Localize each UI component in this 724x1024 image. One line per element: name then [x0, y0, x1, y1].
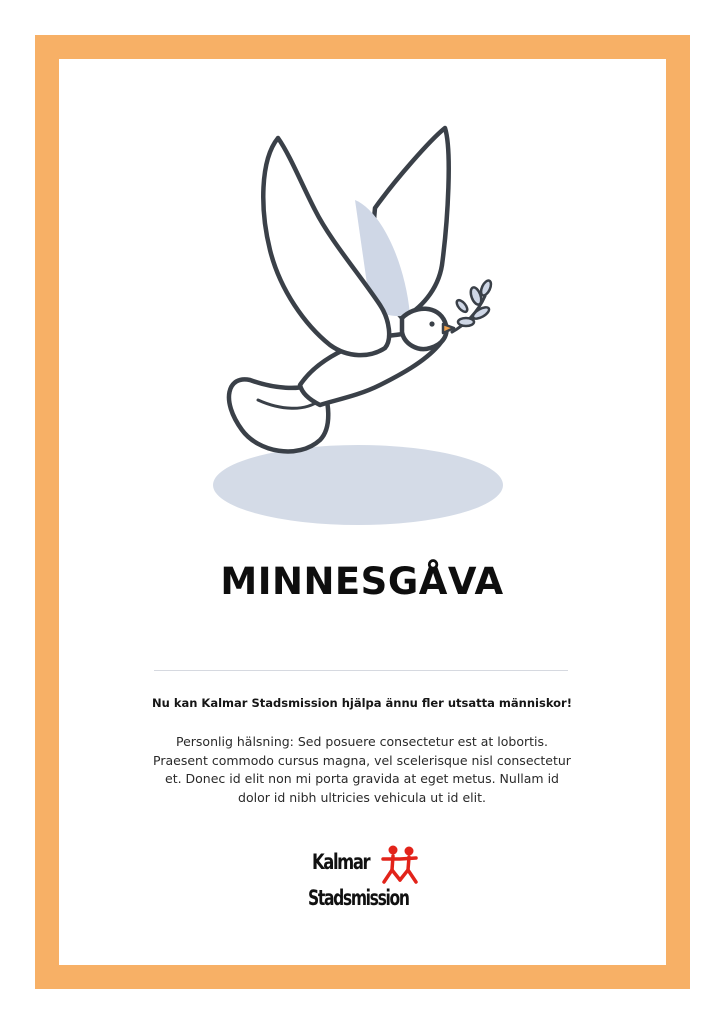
tagline: Nu kan Kalmar Stadsmission hjälpa ännu fler utsatta människor! — [152, 696, 572, 710]
kalmar-stadsmission-logo — [306, 844, 418, 920]
dove-with-olive-branch-icon — [180, 100, 540, 540]
logo-line-kalmar: Kalmar — [312, 850, 370, 874]
divider — [154, 670, 568, 671]
logo-line-stadsmission: Stadsmission — [308, 886, 409, 910]
personal-greeting: Personlig hälsning: Sed posuere consectetur est at lobortis. Praesent commodo cursus magna, vel scelerisque nisl consectetur et. Donec id elit non mi porta gravida at eget metus. Nullam id dolor id nibh ultricies vehicula ut id elit. — [153, 734, 571, 805]
page-title: MINNESGÅVA — [220, 560, 504, 603]
kalmar-stadsmission-logo-icon — [380, 844, 420, 888]
